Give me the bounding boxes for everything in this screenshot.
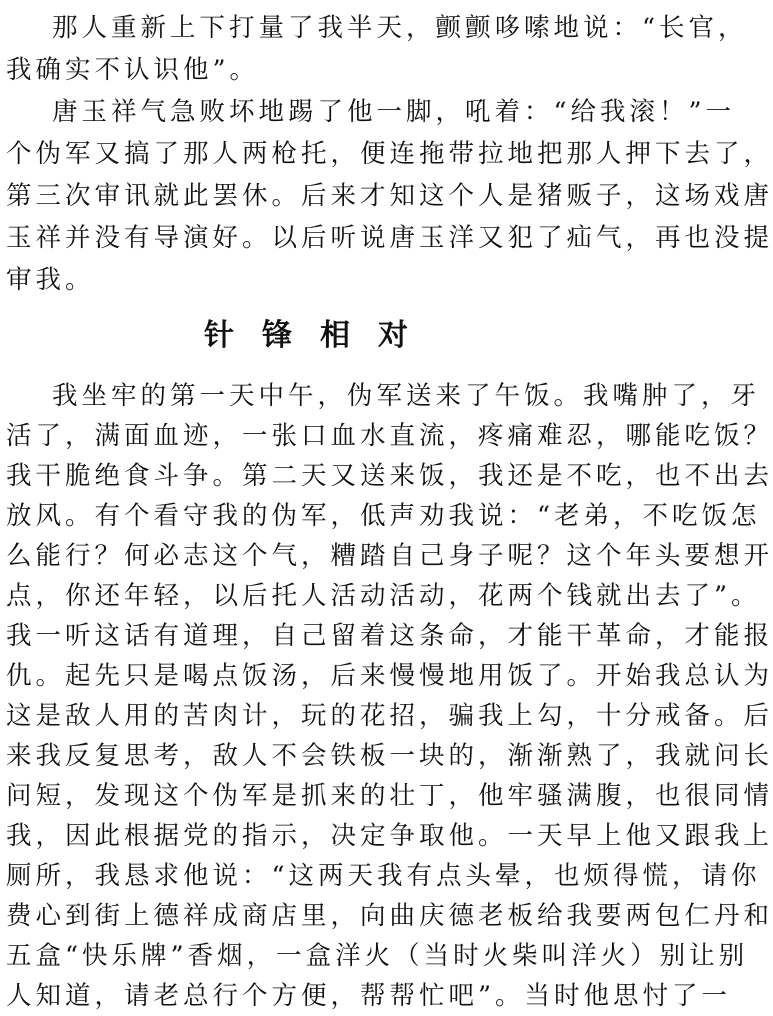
text-line: 么能行？何必志这个气，糟踏自己身子呢？这个年头要想开 bbox=[6, 541, 773, 571]
section-title: 针锋相对 bbox=[204, 318, 436, 353]
text-line: 玉祥并没有导演好。以后听说唐玉洋又犯了疝气，再也没提 bbox=[6, 223, 773, 253]
text-line: 个伪军又搞了那人两枪托，便连拖带拉地把那人押下去了， bbox=[6, 139, 773, 169]
text-line: 放风。有个看守我的伪军，低声劝我说：“老弟，不吃饭怎 bbox=[6, 501, 761, 531]
text-line: 我，因此根据党的指示，决定争取他。一天早上他又跟我上 bbox=[6, 821, 773, 851]
text-line: 我确实不认识他”。 bbox=[6, 55, 260, 85]
text-line: 我干脆绝食斗争。第二天又送来饭，我还是不吃，也不出去 bbox=[6, 461, 773, 491]
text-line: 厕所，我恳求他说：“这两天我有点头晕，也烦得慌，请你 bbox=[6, 861, 761, 891]
text-line: 仇。起先只是喝点饭汤，后来慢慢地用饭了。开始我总认为 bbox=[6, 661, 773, 691]
text-line: 人知道，请老总行个方便，帮帮忙吧”。当时他思忖了一 bbox=[6, 981, 732, 1011]
text-line: 点，你还年轻，以后托人活动活动，花两个钱就出去了”。 bbox=[6, 581, 761, 611]
text-line: 审我。 bbox=[6, 265, 95, 295]
text-line: 我一听这话有道理，自己留着这条命，才能干革命，才能报 bbox=[6, 621, 773, 651]
text-line: 那人重新上下打量了我半天，颤颤哆嗦地说：“长官， bbox=[52, 13, 748, 43]
text-line: 第三次审讯就此罢休。后来才知这个人是猪贩子，这场戏唐 bbox=[6, 181, 773, 211]
text-line: 我坐牢的第一天中午，伪军送来了午饭。我嘴肿了，牙 bbox=[52, 381, 761, 411]
text-line: 唐玉祥气急败坏地踢了他一脚，吼着：“给我滚！”一 bbox=[52, 97, 736, 127]
text-line: 来我反复思考，敌人不会铁板一块的，渐渐熟了，我就问长 bbox=[6, 741, 773, 771]
text-line: 活了，满面血迹，一张口血水直流，疼痛难忍，哪能吃饭？ bbox=[6, 421, 773, 451]
text-line: 五盒“快乐牌”香烟，一盒洋火（当时火柴叫洋火）别让别 bbox=[6, 941, 749, 971]
text-line: 这是敌人用的苦肉计，玩的花招，骗我上勾，十分戒备。后 bbox=[6, 701, 773, 731]
text-line: 问短，发现这个伪军是抓来的壮丁，他牢骚满腹，也很同情 bbox=[6, 781, 773, 811]
text-line: 费心到街上德祥成商店里，向曲庆德老板给我要两包仁丹和 bbox=[6, 901, 773, 931]
